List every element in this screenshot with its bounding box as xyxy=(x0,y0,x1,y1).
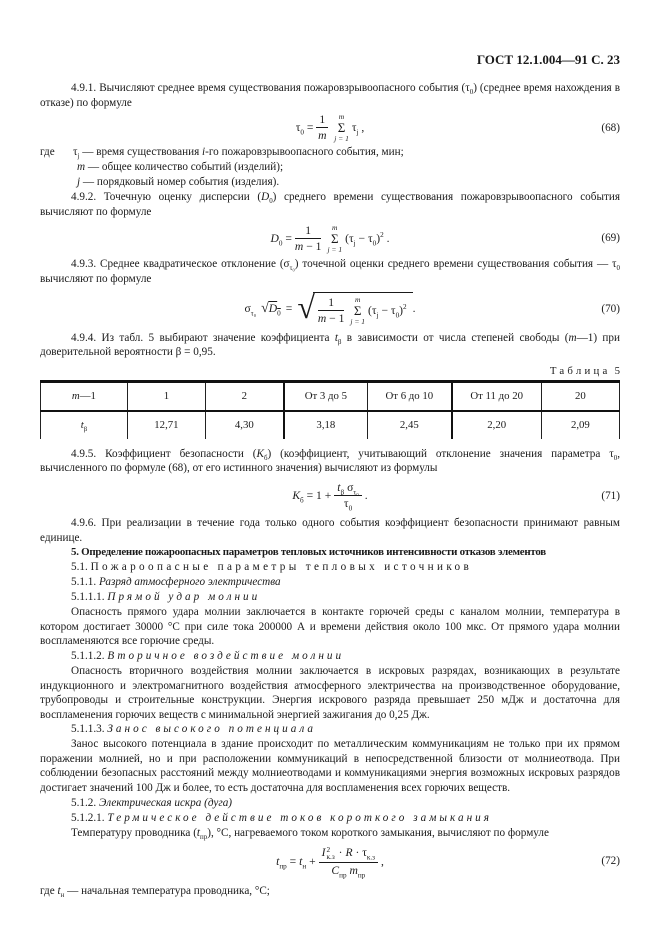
formula-70-rhs: $(\tau_j - \tau_0)^2$ xyxy=(368,302,407,319)
para-4-9-2: 4.9.2. Точечную оценку дисперсии $(D_0)$ среднего времени существования пожаровзрывоопасного события вычисляют по формуле xyxy=(40,191,620,218)
table-header-row xyxy=(41,381,620,411)
formula-72-expression xyxy=(276,846,384,877)
equals-sign: = xyxy=(285,302,293,316)
formula-68-rhs: $\tau_j$ , xyxy=(351,121,365,137)
para-4-9-3: 4.9.3. Среднее квадратическое отклонение $(\sigma_{\tau_0})$ точечной оценки среднего времени существования события — $\tau_0$ вычисляют по формуле xyxy=(40,258,620,285)
heading-5-1-2: 5.1.2. Электрическая искра (дуга) xyxy=(71,796,233,809)
formula-72-lhs: $t_{пр} = t_н$ + xyxy=(276,854,316,871)
table-header-cell: 2 xyxy=(206,381,284,411)
formula-71-number: (71) xyxy=(601,489,620,502)
where-term: j — порядковый номер события (изделия). xyxy=(77,176,280,189)
para-5-1-1-3: Занос высокого потенциала в здание происходит по металлическим коммуникациям не только при их прямом поражении молнией, но и при расположении коммуникаций в непосредственной близости от молниеотвода. При соблюдении безопасных расстояний между молниеотводами и коммуникациями энергия возможных искровых разрядов достигает значений 100 Дж и более, то есть достаточна для воспламенения всех горючих веществ. xyxy=(40,738,620,795)
para-5-1-1-1: Опасность прямого удара молнии заключается в контакте горючей среды с каналом молнии, температура в котором достигает 30000 °С при силе тока 200000 А и времени действия около 100 мкс. От прямого удара молнии воспламеняются все горючие среды. xyxy=(40,606,620,648)
table-cell: 2,45 xyxy=(368,411,452,439)
table-header-cell: От 3 до 5 xyxy=(284,381,368,411)
formula-69-lhs: $D_0$ = xyxy=(270,231,292,248)
formula-69-rhs: $(\tau_j - \tau_0)^2$ . xyxy=(345,231,390,248)
formula-70-radicand xyxy=(313,292,413,326)
where-row xyxy=(40,145,620,160)
where-list-68 xyxy=(40,145,620,190)
para-4-9-6: 4.9.6. При реализации в течение года только одного события коэффициент безопасности принимают равным единице. xyxy=(40,516,620,544)
heading-5-1-1: 5.1.1. Разряд атмосферного электричества xyxy=(71,576,281,589)
formula-68-expression xyxy=(296,112,365,143)
table-caption: Таблица 5 xyxy=(549,364,620,377)
page-header: ГОСТ 12.1.004—91 С. 23 xyxy=(476,52,620,67)
fraction: $\frac{1}{m - 1}$ xyxy=(294,223,322,253)
table-5 xyxy=(40,380,620,439)
formula-72-number: (72) xyxy=(601,855,620,868)
table-cell: 2,09 xyxy=(541,411,619,439)
formula-70-tail: . xyxy=(412,302,416,316)
footnote-t-n: где $t_н$ — начальная температура проводника, °С; xyxy=(40,885,270,900)
para-4-9-1: 4.9.1. Вычисляют среднее время существования пожаровзрывоопасного события $(\tau_0)$ (среднее время нахождения в отказе) по формуле xyxy=(40,82,621,109)
where-row xyxy=(40,175,620,190)
table-cell: $t_\beta$ xyxy=(41,411,128,439)
where-term: $\tau_j$ — время существования i-го пожаровзрывоопасного события, мин; xyxy=(73,146,404,161)
table-header-cell: От 6 до 10 xyxy=(368,381,452,411)
formula-72 xyxy=(40,842,620,880)
formula-68 xyxy=(40,112,620,143)
formula-71-tail: . xyxy=(364,489,368,503)
radical-sign: √ xyxy=(261,300,269,316)
formula-70-number: (70) xyxy=(601,302,620,315)
radical-sign: √ xyxy=(297,288,315,325)
para-4-9-5: 4.9.5. Коэффициент безопасности $(K_б)$ (коэффициент, учитывающий отклонение значения параметра $\tau_0$, вычисленного по формуле (68), от его истинного значения) вычисляют из формулы xyxy=(40,447,621,475)
table-cell: 3,18 xyxy=(284,411,368,439)
heading-5-1-1-2: 5.1.1.2. Вторичное воздействие молнии xyxy=(71,649,345,662)
heading-5-1-2-1: 5.1.2.1. Термическое действие токов короткого замыкания xyxy=(71,811,493,824)
table-header-cell: m—1 xyxy=(41,381,128,411)
formula-70 xyxy=(40,289,620,329)
heading-5-1: 5.1. Пожароопасные параметры тепловых источников xyxy=(71,561,473,574)
formula-69 xyxy=(40,221,620,255)
table-header-cell: От 11 до 20 xyxy=(452,381,542,411)
summation: m Σ j = 1 xyxy=(334,112,349,144)
fraction: $\frac{t_\beta \sigma_{\tau_0}}{\tau_0}$ xyxy=(334,481,361,510)
where-row xyxy=(40,160,620,175)
table-cell: 12,71 xyxy=(127,411,205,439)
formula-70-radicand-small: $D_0$ xyxy=(268,302,281,318)
fraction: $\frac{1}{m - 1}$ xyxy=(317,295,345,325)
heading-5-1-1-1: 5.1.1.1. Прямой удар молнии xyxy=(71,591,261,604)
formula-71-lhs: $K_б = 1$ + xyxy=(292,489,332,505)
formula-68-number: (68) xyxy=(601,121,620,134)
formula-71 xyxy=(40,478,620,514)
formula-72-tail: , xyxy=(381,854,384,868)
table-cell: 2,20 xyxy=(452,411,542,439)
table-header-cell: 1 xyxy=(127,381,205,411)
para-5-1-2-1: Температуру проводника $(t_{пр})$, °С, нагреваемого током короткого замыкания, вычисляют по формуле xyxy=(71,826,549,841)
where-lead: где xyxy=(40,146,55,159)
section-5-heading: 5. Определение пожароопасных параметров тепловых источников интенсивности отказов элементов xyxy=(71,546,546,559)
fraction: I 2 к.з · $R \cdot \tau_{к.з}$ $C_{пр}$ $m_{пр}$ xyxy=(319,846,378,877)
fraction: $\frac{1}{m}$ xyxy=(318,113,327,143)
table-row xyxy=(41,411,620,439)
formula-69-expression xyxy=(271,223,390,254)
summation: m Σ j = 1 xyxy=(327,222,343,254)
table-header-cell: 20 xyxy=(541,381,619,411)
formula-71-expression xyxy=(292,481,368,513)
formula-69-number: (69) xyxy=(601,232,620,245)
formula-68-lhs: $\tau_0$ = xyxy=(295,121,314,137)
para-5-1-1-2: Опасность вторичного воздействия молнии заключается в искровых разрядах, возникающих в результате индукционного и электромагнитного воздействия атмосферного электричества на производственное оборудование, трубопроводы и строительные конструкции. Энергия искрового разряда превышает 250 мДж и достаточна для воспламенения горючих веществ с минимальной энергией зажигания до 0,25 Дж. xyxy=(40,664,620,721)
table-cell: 4,30 xyxy=(206,411,284,439)
summation: m Σ j = 1 xyxy=(350,294,366,326)
formula-70-lhs: $\sigma_{\tau_0}$ xyxy=(244,302,257,318)
heading-5-1-1-3: 5.1.1.3. Занос высокого потенциала xyxy=(71,723,317,736)
para-4-9-4: 4.9.4. Из табл. 5 выбирают значение коэффициента $t_\beta$ в зависимости от числа степеней свободы (m—1) при доверительной вероятности β = 0,95. xyxy=(40,331,620,359)
where-term: m — общее количество событий (изделий); xyxy=(77,161,284,174)
formula-70-expression xyxy=(244,288,416,326)
